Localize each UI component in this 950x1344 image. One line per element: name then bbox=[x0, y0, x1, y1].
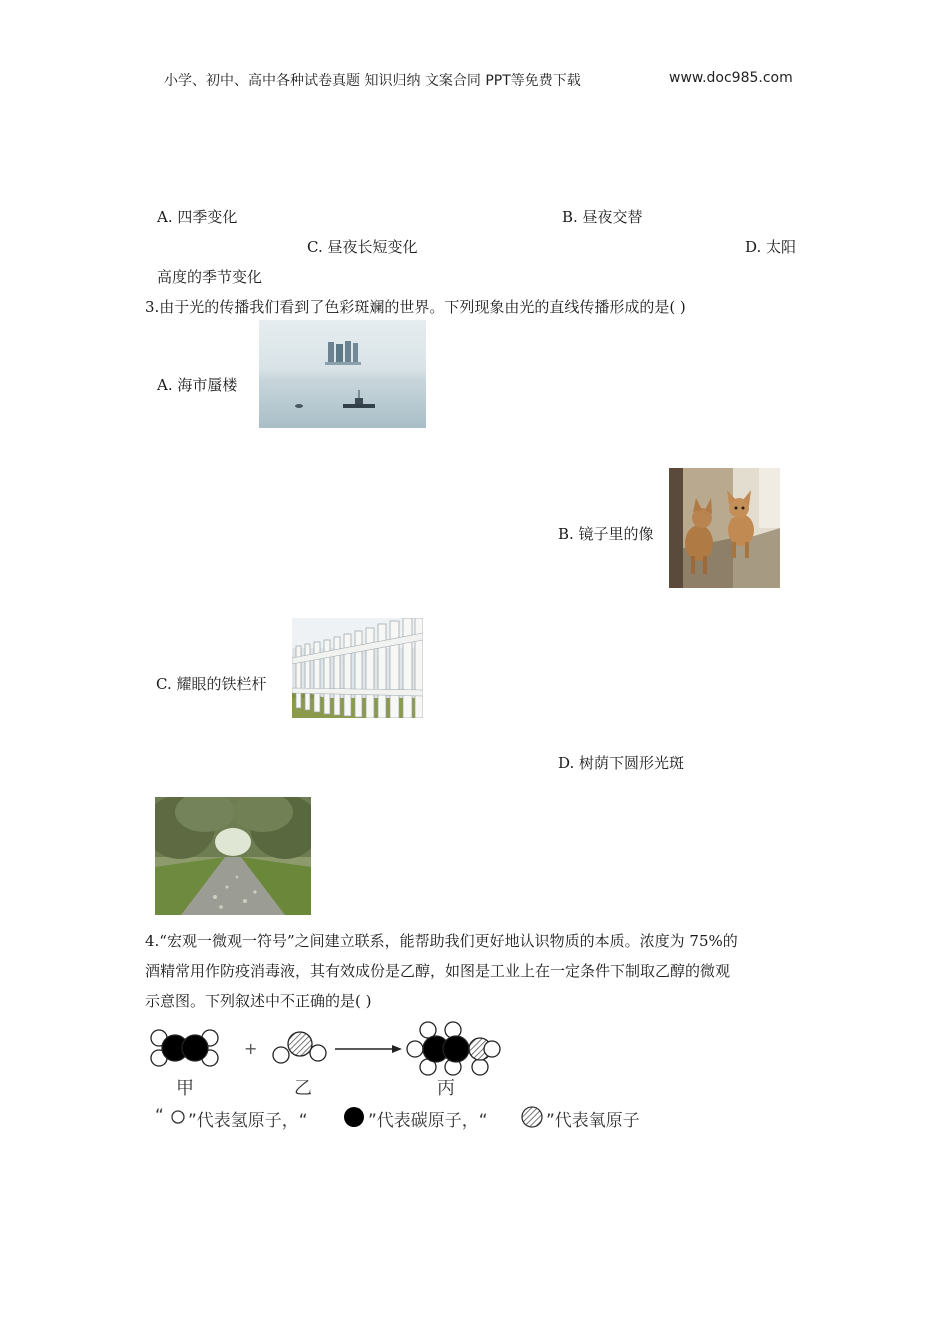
label-bing: 丙 bbox=[437, 1078, 455, 1099]
fence-photo bbox=[292, 618, 423, 718]
molecule-bing bbox=[407, 1022, 500, 1075]
q4-stem-line2: 酒精常用作防疫消毒液，其有效成份是乙醇，如图是工业上在一定条件下制取乙醇的微观 bbox=[145, 962, 731, 980]
q2-option-c: C. 昼夜长短变化 bbox=[307, 238, 418, 256]
reaction-arrow bbox=[335, 1045, 402, 1053]
legend-oxygen-symbol bbox=[522, 1107, 542, 1127]
label-jia: 甲 bbox=[176, 1078, 194, 1099]
q2-option-a: A. 四季变化 bbox=[157, 208, 238, 226]
q3-stem: 3.由于光的传播我们看到了色彩斑斓的世界。下列现象由光的直线传播形成的是( ) bbox=[145, 298, 686, 316]
molecule-jia bbox=[151, 1030, 218, 1066]
mirage-photo bbox=[259, 320, 426, 428]
q3-option-b: B. 镜子里的像 bbox=[558, 525, 654, 543]
legend-hydrogen-text: ”代表氢原子，“ bbox=[188, 1111, 308, 1131]
legend-carbon-text: ”代表碳原子，“ bbox=[368, 1111, 488, 1131]
q4-stem-line1: 4.“宏观一微观一符号”之间建立联系，能帮助我们更好地认识物质的本质。浓度为 75%的 bbox=[145, 932, 738, 950]
reaction-diagram bbox=[140, 1018, 660, 1138]
q4-stem-line3: 示意图。下列叙述中不正确的是( ) bbox=[145, 992, 372, 1010]
legend-carbon-symbol bbox=[344, 1107, 364, 1127]
q2-option-d-continued: 高度的季节变化 bbox=[157, 268, 263, 286]
header-url: www.doc985.com bbox=[669, 70, 793, 86]
plus-sign: + bbox=[244, 1039, 258, 1058]
tree-shade-photo bbox=[155, 797, 311, 915]
molecule-yi bbox=[273, 1032, 326, 1063]
mirror-dogs-photo bbox=[669, 468, 780, 588]
header-left-text: 小学、初中、高中各种试卷真题 知识归纳 文案合同 PPT等免费下载 bbox=[164, 73, 581, 89]
q2-option-d: D. 太阳 bbox=[745, 238, 797, 256]
legend-hydrogen-symbol bbox=[172, 1111, 184, 1123]
q3-option-c: C. 耀眼的铁栏杆 bbox=[156, 675, 267, 693]
label-yi: 乙 bbox=[294, 1078, 312, 1099]
legend-oxygen-text: ”代表氧原子 bbox=[546, 1111, 640, 1131]
legend-open-quote: “ bbox=[155, 1106, 164, 1126]
q2-option-b: B. 昼夜交替 bbox=[562, 208, 643, 226]
q3-option-d: D. 树荫下圆形光斑 bbox=[558, 754, 685, 772]
q3-option-a: A. 海市蜃楼 bbox=[157, 376, 238, 394]
